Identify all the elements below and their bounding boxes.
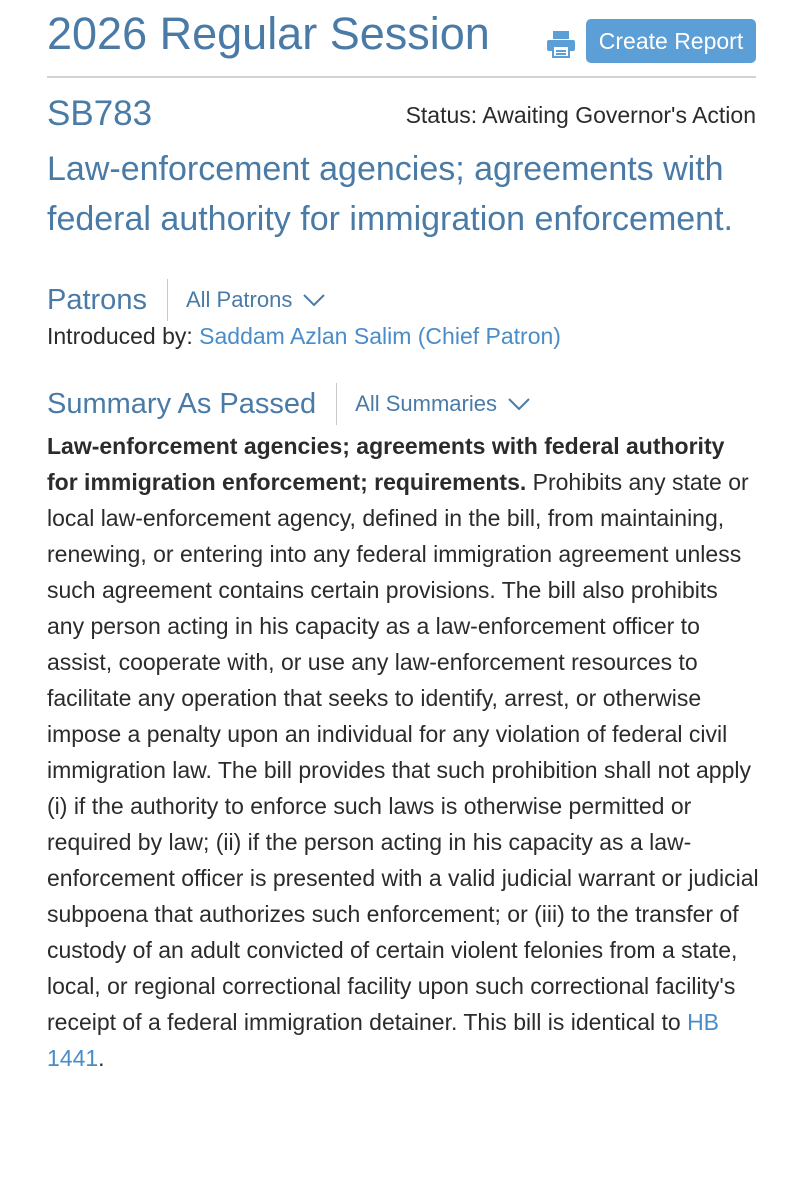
related-bill-link[interactable]: HB 1441 bbox=[47, 1009, 720, 1071]
all-summaries-label: All Summaries bbox=[355, 391, 497, 416]
summary-section bbox=[47, 382, 759, 1076]
summary-header bbox=[47, 382, 756, 426]
summary-text bbox=[47, 428, 759, 1076]
session-title: 2026 Regular Session bbox=[47, 8, 490, 59]
bill-title: Law-enforcement agencies; agreements with federal authority for immigration enforcement. bbox=[47, 150, 733, 238]
patrons-divider bbox=[167, 279, 168, 321]
all-summaries-dropdown[interactable] bbox=[355, 391, 531, 417]
summary-body: Prohibits any state or local law-enforcement agency, defined in the bill, from maintaining, renewing, or entering into any federal immigration agreement unless such agreement contains certain provisions. The bill also prohibits any person acting in his capacity as a law-enforcement officer to assist, cooperate with, or use any law-enforcement resources to facilitate any operation that seeks to identify, arrest, or otherwise impose a penalty upon an individual for any violation of federal civil immigration law. The bill provides that such prohibition shall not apply (i) if the authority to enforce such laws is otherwise permitted or required by law; (ii) if the person acting in his capacity as a law-enforcement officer is presented with a valid judicial warrant or judicial subpoena that authorizes such enforcement; or (iii) to the transfer of custody of an adult convicted of certain violent felonies from a state, local, or regional correctional facility upon such correctional facility's receipt of a federal immigration detainer. This bill is identical to bbox=[47, 469, 759, 1035]
summary-heading: Summary As Passed bbox=[47, 388, 317, 420]
introduced-by-label: Introduced by: bbox=[47, 323, 193, 349]
all-patrons-label: All Patrons bbox=[185, 287, 293, 312]
chevron-down-icon bbox=[302, 293, 326, 307]
chevron-down-icon bbox=[507, 397, 531, 411]
introduced-by bbox=[47, 318, 756, 354]
chief-patron-link[interactable]: Saddam Azlan Salim (Chief Patron) bbox=[199, 323, 561, 349]
all-patrons-dropdown[interactable] bbox=[186, 287, 326, 313]
summary-end-punct: . bbox=[98, 1045, 105, 1071]
patrons-header bbox=[47, 278, 756, 322]
bill-number: SB783 bbox=[47, 94, 153, 133]
patrons-section bbox=[47, 278, 756, 354]
print-icon[interactable] bbox=[546, 30, 576, 58]
create-report-button[interactable]: Create Report bbox=[586, 19, 756, 63]
summary-lead: Law-enforcement agencies; agreements with federal authority for immigration enforcement; requirements. bbox=[47, 433, 725, 495]
summary-divider bbox=[336, 383, 337, 425]
bill-status: Status: Awaiting Governor's Action bbox=[405, 102, 756, 128]
patrons-heading: Patrons bbox=[47, 284, 147, 316]
bill-row bbox=[47, 78, 756, 144]
page-header bbox=[47, 0, 756, 78]
